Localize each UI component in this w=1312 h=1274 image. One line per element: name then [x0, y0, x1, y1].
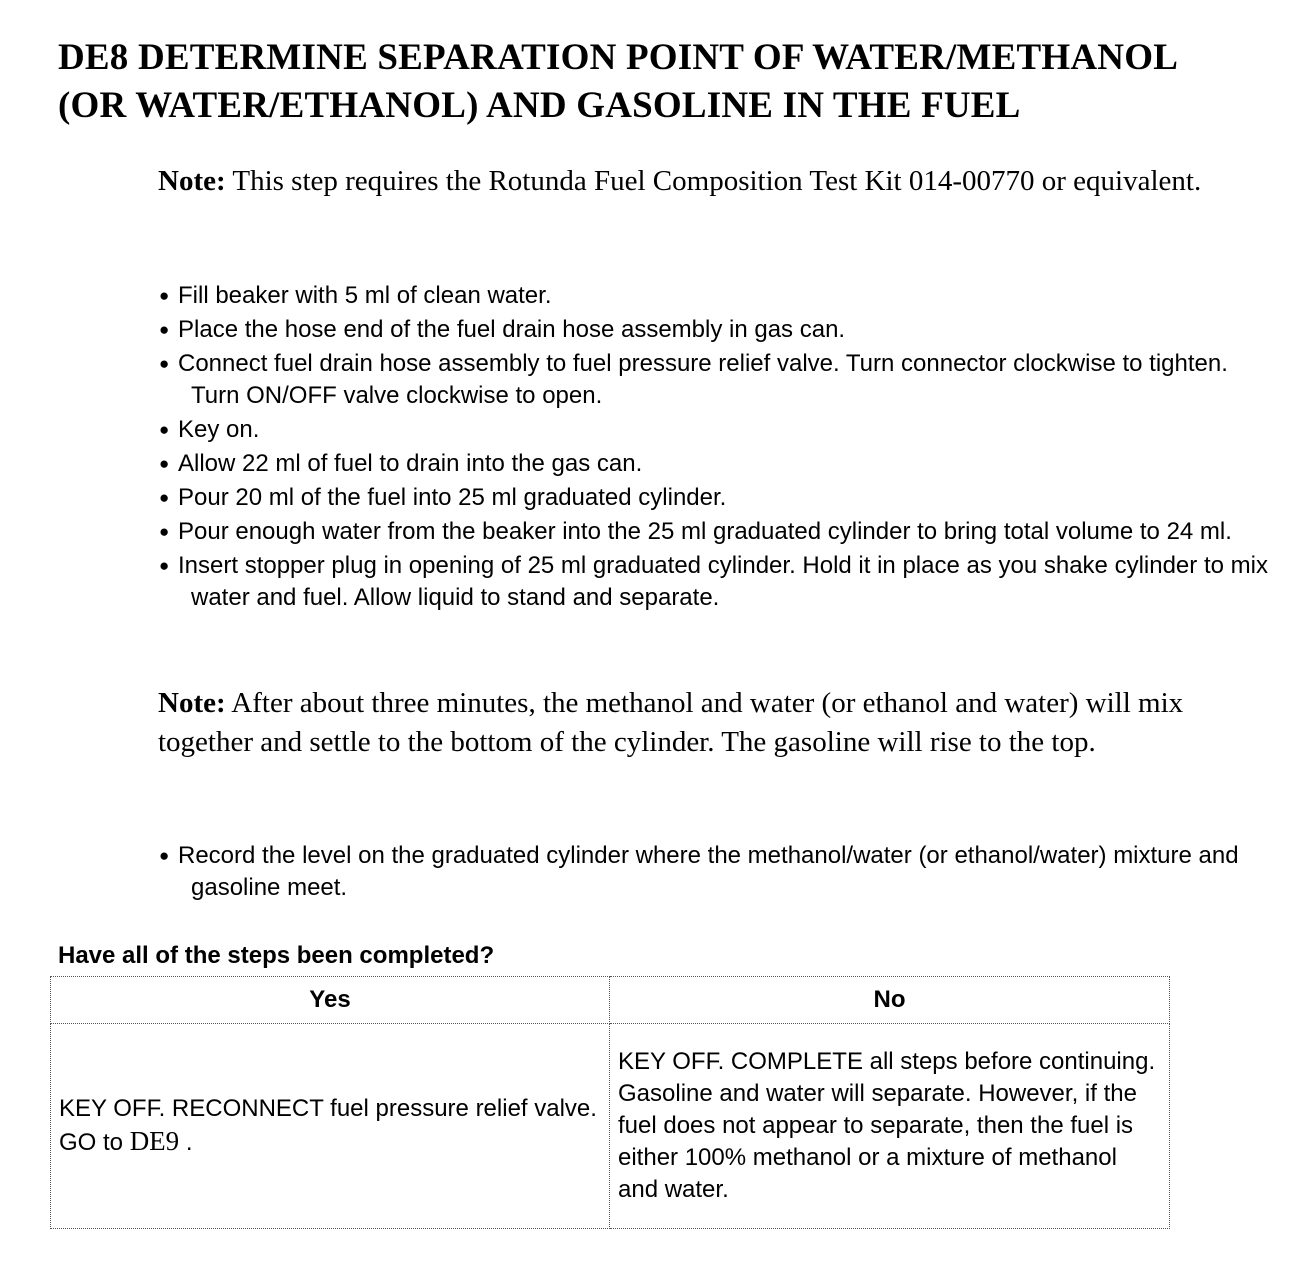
bullet-icon: ●: [159, 420, 170, 439]
table-header-row: [51, 977, 1170, 1024]
step-text: Connect fuel drain hose assembly to fuel pressure relief valve. Turn connector clockwise to tighten. Turn ON/OFF valve clockwise to open.: [178, 350, 1228, 409]
list-item: [140, 550, 1270, 614]
title-line-2: (OR WATER/ETHANOL) AND GASOLINE IN THE FUEL: [58, 85, 1021, 126]
note-separation: [158, 684, 1268, 762]
de9-link[interactable]: DE9: [129, 1126, 180, 1156]
title-line-1: DE8 DETERMINE SEPARATION POINT OF WATER/METHANOL: [58, 37, 1179, 78]
step-text: Insert stopper plug in opening of 25 ml graduated cylinder. Hold it in place as you shake cylinder to mix water and fuel. Allow liquid to stand and separate.: [178, 552, 1268, 611]
bullet-icon: ●: [159, 454, 170, 473]
list-item: [140, 482, 1270, 514]
note-label: Note:: [158, 687, 226, 719]
step-text: Fill beaker with 5 ml of clean water.: [178, 282, 552, 309]
bullet-icon: ●: [159, 522, 170, 541]
list-item: [140, 314, 1270, 346]
bullet-icon: ●: [159, 556, 170, 575]
list-item: [140, 448, 1270, 480]
step-text: Allow 22 ml of fuel to drain into the gas can.: [178, 450, 643, 477]
procedure-steps-list: [140, 280, 1270, 616]
table-row: [51, 1024, 1170, 1229]
step-text: Place the hose end of the fuel drain hose assembly in gas can.: [178, 316, 846, 343]
yes-header: Yes: [51, 977, 610, 1024]
step-text: Pour 20 ml of the fuel into 25 ml graduated cylinder.: [178, 484, 727, 511]
list-item: [140, 840, 1270, 904]
yes-action-text: KEY OFF. RECONNECT fuel pressure relief valve. GO to: [59, 1095, 597, 1156]
answer-table: [50, 976, 1170, 1229]
note-text: This step requires the Rotunda Fuel Composition Test Kit 014-00770 or equivalent.: [225, 165, 1202, 197]
no-header: No: [610, 977, 1170, 1024]
list-item: [140, 280, 1270, 312]
list-item: [140, 348, 1270, 412]
note-label: Note:: [158, 165, 226, 197]
completion-question: Have all of the steps been completed?: [58, 942, 495, 969]
bullet-icon: ●: [159, 320, 170, 339]
bullet-icon: ●: [159, 488, 170, 507]
bullet-icon: ●: [159, 286, 170, 305]
bullet-icon: ●: [159, 354, 170, 373]
bullet-icon: ●: [159, 846, 170, 865]
step-text: Record the level on the graduated cylinder where the methanol/water (or ethanol/water) mixture and gasoline meet.: [178, 842, 1239, 901]
no-cell: [610, 1024, 1170, 1229]
yes-cell: [51, 1024, 610, 1229]
no-action-text: KEY OFF. COMPLETE all steps before continuing. Gasoline and water will separate. However, if the fuel does not appear to separate, then the fuel is either 100% methanol or a mixture of methanol and water.: [618, 1048, 1156, 1203]
list-item: [140, 414, 1270, 446]
yes-action-end: .: [179, 1129, 193, 1156]
note-kit-requirement: [158, 162, 1268, 201]
step-text: Pour enough water from the beaker into the 25 ml graduated cylinder to bring total volume to 24 ml.: [178, 518, 1232, 545]
list-item: [140, 516, 1270, 548]
step-text: Key on.: [178, 416, 260, 443]
note-text: After about three minutes, the methanol and water (or ethanol and water) will mix together and settle to the bottom of the cylinder. The gasoline will rise to the top.: [158, 687, 1184, 758]
record-step-list: [140, 840, 1270, 906]
page-title: [58, 34, 1288, 130]
